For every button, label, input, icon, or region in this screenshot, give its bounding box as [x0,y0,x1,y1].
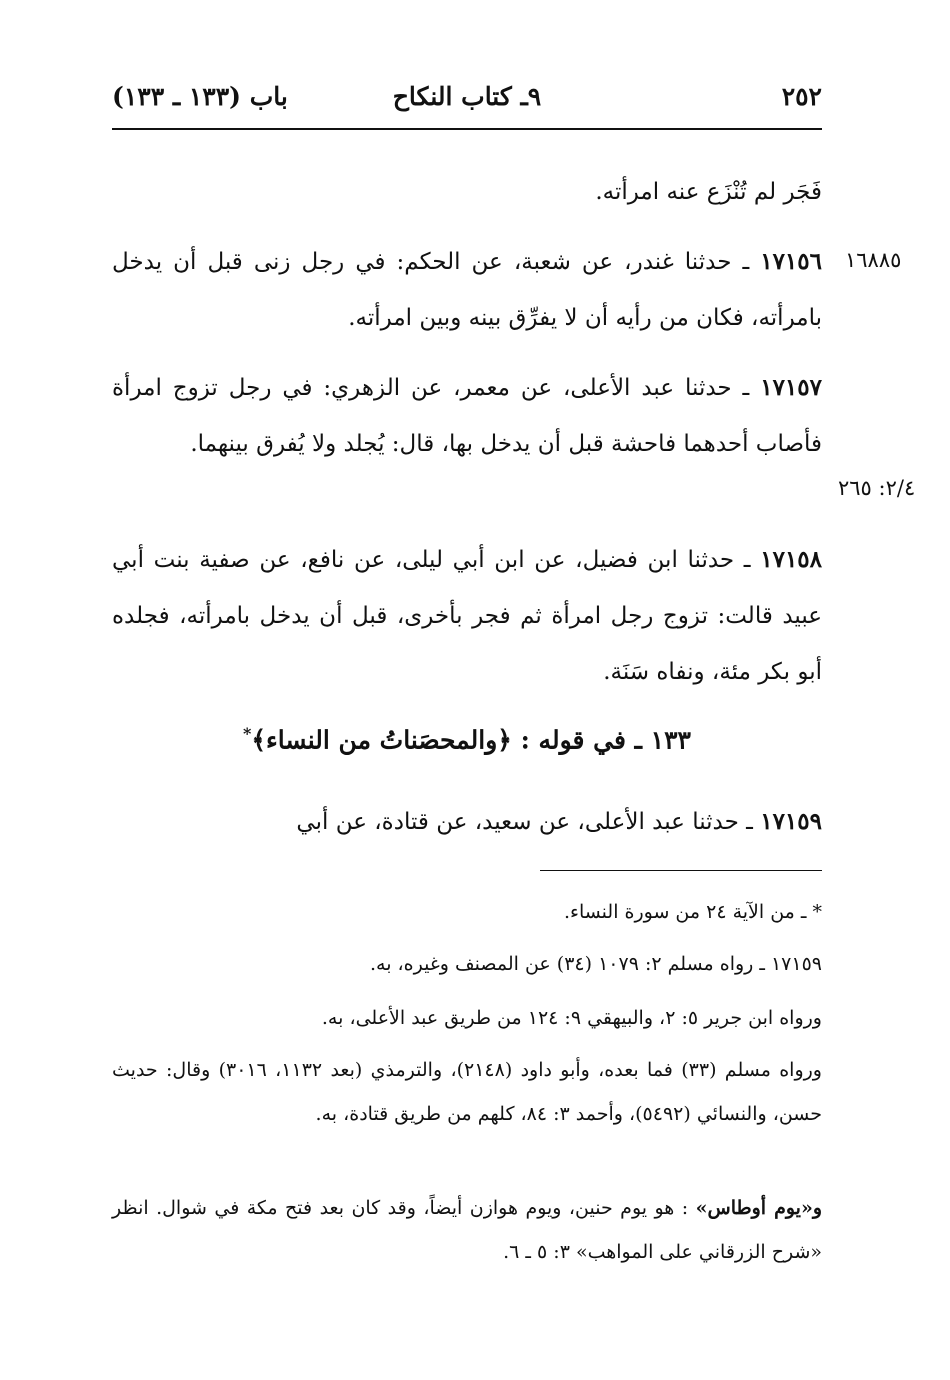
hadith-17158 [112,532,822,700]
hadith-17156 [112,234,822,346]
hadith-number: ١٧١٥٩ [760,808,822,835]
section-heading-text: ١٣٣ ـ في قوله : ﴿والمحصَناتُ من النساء﴾ [251,725,691,755]
footnote-term: و«يوم أوطاس» [695,1197,822,1219]
hadith-text: ـ حدثنا غندر، عن شعبة، عن الحكم: في رجل زنى قبل أن يدخل بامرأته، فكان من رأيه أن لا يفرِّق بينه وبين امرأته. [112,249,822,331]
hadith-number: ١٧١٥٦ [760,248,822,275]
footnote-text: ورواه ابن جرير ٥: ٢، والبيهقي ٩: ١٢٤ من طريق عبد الأعلى، به. [321,1007,822,1029]
hadith-number: ١٧١٥٨ [760,546,823,573]
footnote-text: ١٧١٥٩ ـ رواه مسلم ٢: ١٠٧٩ (٣٤) عن المصنف وغيره، به. [369,953,822,975]
page-number: ٢٥٢ [781,82,822,111]
footnote [112,1048,822,1136]
hadith-text: ـ حدثنا ابن فضيل، عن ابن أبي ليلى، عن نافع، عن صفية بنت أبي عبيد قالت: تزوج رجل امرأة ثم فجر بأخرى، قبل أن يدخل بامرأته، فجلده أبو بكر مئة، ونفاه سَنَة. [112,547,822,685]
hadith-17159 [112,794,822,850]
hadith-text: ـ حدثنا عبد الأعلى، عن معمر، عن الزهري: في رجل تزوج امرأة فأصاب أحدهما فاحشة قبل أن يدخل بها، قال: يُجلد ولا يُفرق بينهما. [112,375,822,457]
hadith-text: ـ حدثنا عبد الأعلى، عن سعيد، عن قتادة، عن أبي [296,809,753,835]
footnote [112,1186,822,1274]
footnote-text: * ـ من الآية ٢٤ من سورة النساء. [563,901,822,923]
chapter-range: باب (١٣٣ ـ ١٣٣) [112,82,288,111]
footnote-text: ورواه مسلم (٣٣) فما بعده، وأبو داود (٢١٤٨)، والترمذي (بعد ١١٣٢، ٣٠١٦) وقال: حديث حسن، والنسائي (٥٤٩٢)، وأحمد ٣: ٨٤، كلهم من طريق قتادة، به. [112,1059,822,1125]
paragraph-text: فَجَر لم تُنْزَع عنه امرأته. [595,179,822,205]
footnote-text: : هو يوم حنين، ويوم هوازن أيضاً، وقد كان بعد فتح مكة في شوال. انظر «شرح الزرقاني على المواهب» ٣: ٥ ـ ٦. [112,1197,822,1263]
footnote [112,890,822,934]
section-heading [112,724,822,754]
hadith-17157 [112,360,822,472]
footnote [112,996,822,1040]
footnote-marker: * [243,724,252,743]
book-title: ٩ـ كتاب النكاح [392,82,542,111]
margin-note-reference: ١٦٨٨٥ [845,248,902,272]
page-header [112,82,822,122]
hadith-number: ١٧١٥٧ [760,374,822,401]
footnote [112,942,822,986]
footnote-rule [540,870,822,871]
margin-note-reference: ٢/٤: ٢٦٥ [838,476,916,500]
header-rule [112,128,822,130]
paragraph-continuation [112,164,822,220]
